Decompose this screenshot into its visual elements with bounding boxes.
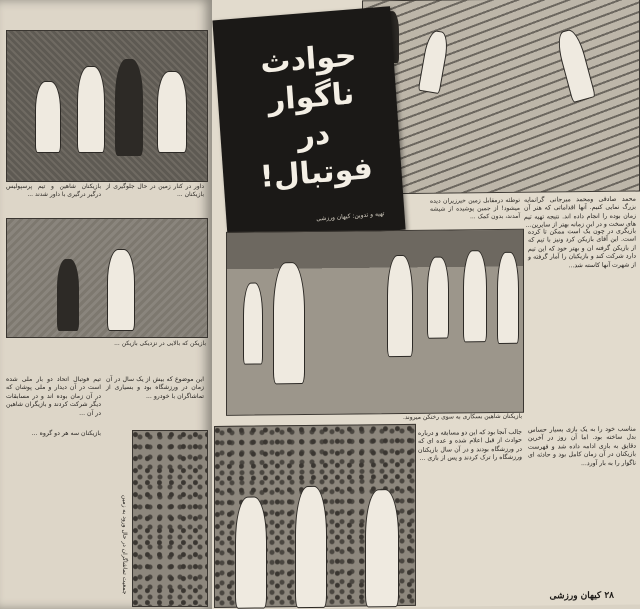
player-figure [157, 71, 187, 153]
photo-team-walkout [226, 229, 524, 416]
page-footer: ۲۸ کیهان ورزشی [549, 590, 614, 602]
player-figure [273, 262, 305, 384]
headline-line-2: ناگوار [266, 76, 356, 119]
text-column-right-top: محمد صادقی ومحمد میرجانی گرانمایه بزرگ نمایی کنیم. آنها اقداماتی که هنر آن زمان بوده را انجام داده اند. نتیجه تهیه تیم های سخت و در این زمانه بهتر از سایرین... [524, 195, 636, 229]
player-figure [427, 257, 449, 339]
byline: تهیه و تدوین: کیهان ورزشی [315, 210, 385, 223]
player-figure [463, 250, 487, 342]
stadium-steps [363, 0, 639, 193]
player-figure [107, 249, 135, 331]
caption-team-walkout: بازیکنان شاهین بسکاری به سوی رختکن میروند. [403, 412, 522, 421]
headline-line-4: فوتبال! [258, 151, 374, 195]
headline-box [212, 6, 405, 244]
caption-left-top-2: داور در کنار زمین در حال جلوگیری از بازیکنان ... [106, 183, 204, 198]
player-figure [77, 66, 105, 153]
photo-players-dispute [6, 30, 208, 182]
caption-stairs: توطئه درمقابل زمین خیرزیران دیده میشود! از جمین پوشیده از شیشه آمدند، بدون کمک ... [430, 196, 520, 221]
player-figure [115, 59, 143, 156]
photo-crowd-left [132, 430, 208, 607]
text-column-right-mid: بازیگری در چون یک است ممکن تا کرده است. این آقای بازیکن کرد ونیز با تیم که از بازیکن گرفته ان و بهتر خود که این تیم دارد شرکت کند و بازیکنان را آمار گرفته و از شهرت آنها کاسته شد... [528, 227, 636, 269]
caption-bottom-left: جمعیت تماشاگران در حال ورود به زمین [121, 494, 128, 594]
text-column-right-bottom: مناسب خود را به یک بازی بسیار حساس بدل ساخته بود. اما آن روز در آخرین دقایق به بازی ادامه داده شد و فهرست بازیکنان در آن زمان کامل بود و حادثه ای ناگوار را به بار آورد... [528, 425, 636, 467]
headline [232, 35, 392, 199]
photo-stadium-stairs [362, 0, 640, 194]
player-figure [235, 496, 267, 608]
caption-left-mid: بازیکن که بالایی در نزدیکی بازیکن ... [114, 340, 206, 347]
headline-line-3: در [296, 116, 332, 154]
headline-line-1: حوادث [259, 38, 358, 81]
player-figure [243, 282, 263, 364]
player-figure [365, 489, 399, 607]
right-page [212, 0, 640, 609]
player-figure [35, 81, 61, 153]
text-column-center-bottom: جالب آنجا بود که این دو مسابقه و درباره حوادث از قبل اعلام شده و عده ای که در ورزشگاه بودند و در آن سال بازیکنان ورزشگاه را ترک کردند و پس از بازی ... [417, 428, 522, 463]
text-column-left-2: این موضوع که بیش از یک سال در آن زمان در ورزشگاه بود و بسیاری از تماشاگران با خودرو ... [106, 376, 204, 400]
player-figure [387, 255, 413, 357]
left-page [0, 0, 212, 609]
text-column-left: تیم فوتبال اتحاد دو بار ملی شده است در آن دیدار و ملی پوشان که در آن زمان بوده اند و در مسابقات دیگر شرکت کردند و بازیگران شاهین در آن ... [6, 376, 101, 417]
player-figure [57, 259, 79, 331]
photo-crowd-center [214, 424, 416, 608]
player-figure [295, 486, 327, 608]
text-column-left-bottom: بازیکنان سه هر دو گروه ... [31, 430, 101, 437]
player-figure [497, 252, 519, 344]
photo-player-ball [6, 218, 208, 338]
caption-left-top: بازیکنان شاهین و تیم پرسپولیس درگیر درگیری با داور شدند ... [6, 183, 101, 198]
